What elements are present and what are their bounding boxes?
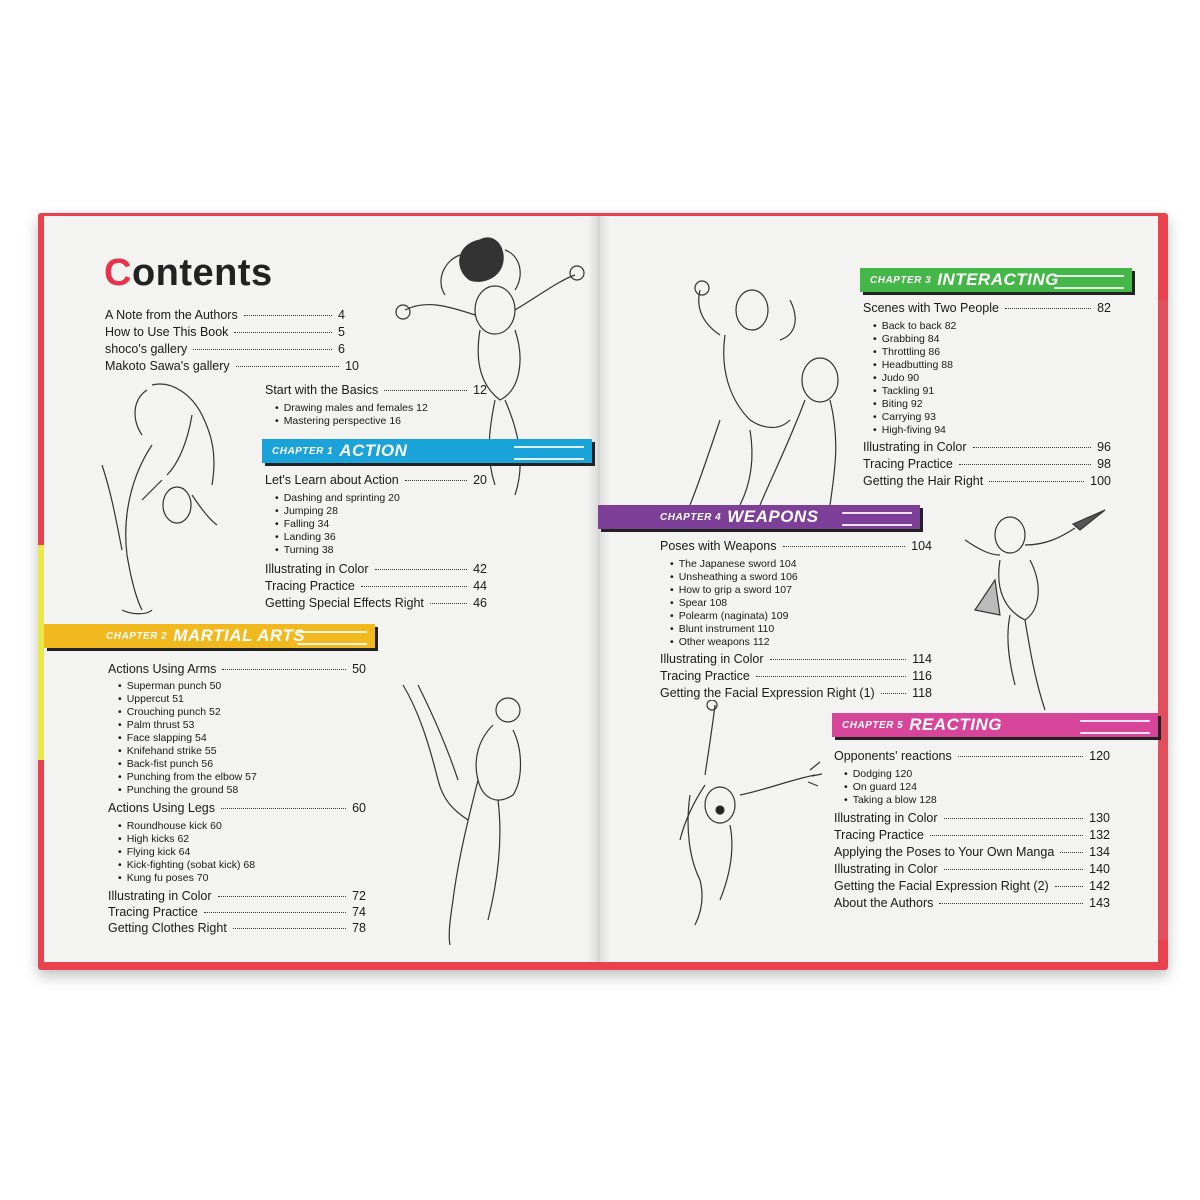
toc-entry-page: 130 bbox=[1089, 811, 1110, 825]
chapter-banner-4 bbox=[598, 505, 920, 529]
toc-entry-page: 72 bbox=[352, 889, 366, 903]
toc-subitem[interactable]: • Landing 36 bbox=[275, 531, 336, 543]
sketch-high-kick bbox=[398, 680, 538, 950]
toc-entry-page: 5 bbox=[338, 325, 345, 339]
toc-subitem[interactable]: • Headbutting 88 bbox=[873, 359, 953, 371]
toc-entry-label: Let's Learn about Action bbox=[265, 473, 399, 487]
toc-subitem[interactable]: • Throttling 86 bbox=[873, 346, 940, 358]
toc-entry-page: 46 bbox=[473, 596, 487, 610]
toc-subitem[interactable]: • High-fiving 94 bbox=[873, 424, 946, 436]
toc-entry-page: 60 bbox=[352, 801, 366, 815]
toc-entry[interactable] bbox=[105, 342, 345, 356]
toc-entry[interactable] bbox=[834, 828, 1110, 842]
toc-entry-page: 116 bbox=[912, 669, 932, 683]
toc-subitem[interactable]: • Other weapons 112 bbox=[670, 636, 770, 648]
leader-dots bbox=[193, 349, 332, 350]
toc-entry[interactable] bbox=[108, 801, 366, 815]
toc-entry[interactable] bbox=[265, 596, 487, 610]
toc-subitem[interactable]: • Unsheathing a sword 106 bbox=[670, 571, 798, 583]
banner-stripes bbox=[842, 512, 912, 526]
toc-subitem[interactable]: • Palm thrust 53 bbox=[118, 719, 194, 731]
toc-entry-label: Tracing Practice bbox=[834, 828, 924, 842]
chapter-banner-5 bbox=[832, 713, 1158, 737]
toc-entry-label: Illustrating in Color bbox=[863, 440, 967, 454]
toc-subitem[interactable]: • Kick-fighting (sobat kick) 68 bbox=[118, 859, 255, 871]
chapter-tag: CHAPTER 3 bbox=[870, 274, 932, 286]
toc-subitem[interactable]: • Falling 34 bbox=[275, 518, 329, 530]
toc-entry[interactable] bbox=[105, 359, 359, 373]
banner-stripes bbox=[1054, 275, 1124, 289]
leader-dots bbox=[944, 818, 1084, 819]
leader-dots bbox=[989, 481, 1084, 482]
leader-dots bbox=[244, 315, 332, 316]
chapter-name: WEAPONS bbox=[727, 507, 819, 526]
toc-entry-label: Illustrating in Color bbox=[265, 562, 369, 576]
toc-subitem[interactable]: • Spear 108 bbox=[670, 597, 727, 609]
toc-entry-page: 12 bbox=[473, 383, 487, 397]
toc-entry[interactable] bbox=[863, 301, 1111, 315]
chapter-name: INTERACTING bbox=[937, 270, 1059, 289]
toc-entry[interactable] bbox=[863, 474, 1111, 488]
toc-entry[interactable] bbox=[265, 473, 487, 487]
toc-entry[interactable] bbox=[265, 383, 487, 397]
toc-subitem[interactable]: • Tackling 91 bbox=[873, 385, 934, 397]
toc-subitem[interactable]: • Flying kick 64 bbox=[118, 846, 190, 858]
toc-subitem[interactable]: • Back-fist punch 56 bbox=[118, 758, 213, 770]
chapter-banner-2 bbox=[44, 624, 375, 648]
toc-subitem[interactable]: • Face slapping 54 bbox=[118, 732, 207, 744]
toc-entry-page: 140 bbox=[1089, 862, 1110, 876]
toc-subitem[interactable]: • Turning 38 bbox=[275, 544, 334, 556]
title-initial: C bbox=[104, 252, 132, 294]
toc-entry[interactable] bbox=[834, 749, 1110, 763]
toc-entry-label: Getting Clothes Right bbox=[108, 921, 227, 935]
toc-subitem[interactable]: • Drawing males and females 12 bbox=[275, 402, 428, 414]
toc-entry[interactable] bbox=[660, 539, 932, 553]
toc-entry-page: 82 bbox=[1097, 301, 1111, 315]
toc-subitem[interactable]: • Kung fu poses 70 bbox=[118, 872, 208, 884]
sketch-figure-reacting bbox=[650, 700, 825, 930]
toc-entry-label: About the Authors bbox=[834, 896, 934, 910]
chapter-name: ACTION bbox=[339, 441, 408, 460]
toc-entry-page: 42 bbox=[473, 562, 487, 576]
chapter-tag: CHAPTER 2 bbox=[106, 630, 168, 642]
leader-dots bbox=[218, 896, 347, 897]
toc-entry-label: Opponents' reactions bbox=[834, 749, 952, 763]
leader-dots bbox=[361, 586, 467, 587]
toc-subitem[interactable]: • Polearm (naginata) 109 bbox=[670, 610, 788, 622]
toc-entry-label: Tracing Practice bbox=[863, 457, 953, 471]
leader-dots bbox=[939, 903, 1083, 904]
leader-dots bbox=[944, 869, 1084, 870]
leader-dots bbox=[236, 366, 339, 367]
toc-entry[interactable] bbox=[108, 905, 366, 919]
toc-entry-label: How to Use This Book bbox=[105, 325, 229, 339]
toc-entry-label: Actions Using Legs bbox=[108, 801, 216, 815]
leader-dots bbox=[405, 480, 467, 481]
toc-entry-page: 142 bbox=[1089, 879, 1110, 893]
leader-dots bbox=[1055, 886, 1083, 887]
toc-entry-page: 74 bbox=[352, 905, 366, 919]
leader-dots bbox=[958, 756, 1083, 757]
toc-subitem[interactable]: • Punching the ground 58 bbox=[118, 784, 238, 796]
toc-subitem[interactable]: • Crouching punch 52 bbox=[118, 706, 221, 718]
leader-dots bbox=[959, 464, 1091, 465]
leader-dots bbox=[222, 669, 346, 670]
toc-entry[interactable] bbox=[105, 325, 345, 339]
toc-entry-label: Makoto Sawa's gallery bbox=[105, 359, 230, 373]
toc-entry[interactable] bbox=[108, 921, 366, 935]
toc-entry-label: Start with the Basics bbox=[265, 383, 379, 397]
leader-dots bbox=[881, 693, 906, 694]
chapter-tag: CHAPTER 5 bbox=[842, 719, 904, 731]
toc-entry-page: 100 bbox=[1090, 474, 1111, 488]
toc-entry-page: 114 bbox=[912, 652, 932, 666]
toc-subitem[interactable]: • Biting 92 bbox=[873, 398, 923, 410]
leader-dots bbox=[234, 332, 332, 333]
leader-dots bbox=[783, 546, 906, 547]
toc-subitem[interactable]: • Dodging 120 bbox=[844, 768, 912, 780]
chapter-banner-3 bbox=[860, 268, 1132, 292]
toc-entry-page: 104 bbox=[911, 539, 932, 553]
toc-entry-label: Illustrating in Color bbox=[108, 889, 212, 903]
toc-entry-page: 143 bbox=[1089, 896, 1110, 910]
leader-dots bbox=[930, 835, 1083, 836]
sketch-figure-backbend bbox=[92, 375, 257, 620]
chapter-banner-1 bbox=[262, 439, 592, 463]
toc-entry-page: 6 bbox=[338, 342, 345, 356]
toc-subitem[interactable]: • Taking a blow 128 bbox=[844, 794, 937, 806]
toc-subitem[interactable]: • Roundhouse kick 60 bbox=[118, 820, 222, 832]
toc-entry[interactable] bbox=[660, 686, 932, 700]
toc-entry[interactable] bbox=[863, 440, 1111, 454]
toc-entry[interactable] bbox=[834, 862, 1110, 876]
toc-entry[interactable] bbox=[660, 652, 932, 666]
leader-dots bbox=[204, 912, 346, 913]
toc-subitem[interactable]: • On guard 124 bbox=[844, 781, 917, 793]
chapter-tag: CHAPTER 1 bbox=[272, 445, 334, 457]
toc-entry-label: Tracing Practice bbox=[108, 905, 198, 919]
toc-entry[interactable] bbox=[863, 457, 1111, 471]
toc-subitem[interactable]: • Punching from the elbow 57 bbox=[118, 771, 257, 783]
leader-dots bbox=[1005, 308, 1091, 309]
toc-entry-page: 118 bbox=[912, 686, 932, 700]
banner-stripes bbox=[297, 631, 367, 645]
toc-subitem[interactable]: • Back to back 82 bbox=[873, 320, 956, 332]
toc-entry[interactable] bbox=[105, 308, 345, 322]
toc-entry-page: 98 bbox=[1097, 457, 1111, 471]
toc-entry-label: Tracing Practice bbox=[660, 669, 750, 683]
toc-entry-label: shoco's gallery bbox=[105, 342, 188, 356]
leader-dots bbox=[973, 447, 1092, 448]
toc-entry-label: Actions Using Arms bbox=[108, 662, 217, 676]
toc-entry-page: 4 bbox=[338, 308, 345, 322]
banner-stripes bbox=[514, 446, 584, 460]
toc-subitem[interactable]: • The Japanese sword 104 bbox=[670, 558, 797, 570]
toc-entry-label: Getting the Facial Expression Right (1) bbox=[660, 686, 875, 700]
toc-subitem[interactable]: • Knifehand strike 55 bbox=[118, 745, 217, 757]
toc-entry-page: 20 bbox=[473, 473, 487, 487]
toc-entry-label: A Note from the Authors bbox=[105, 308, 238, 322]
leader-dots bbox=[221, 808, 346, 809]
leader-dots bbox=[233, 928, 346, 929]
toc-subitem[interactable]: • Carrying 93 bbox=[873, 411, 936, 423]
contents-title bbox=[104, 252, 273, 295]
toc-subitem[interactable]: • Judo 90 bbox=[873, 372, 919, 384]
toc-entry-label: Tracing Practice bbox=[265, 579, 355, 593]
toc-entry-page: 96 bbox=[1097, 440, 1111, 454]
toc-subitem[interactable]: • Grabbing 84 bbox=[873, 333, 939, 345]
leader-dots bbox=[430, 603, 467, 604]
toc-subitem[interactable]: • How to grip a sword 107 bbox=[670, 584, 792, 596]
leader-dots bbox=[756, 676, 906, 677]
toc-entry[interactable] bbox=[108, 662, 366, 676]
toc-subitem[interactable]: • Jumping 28 bbox=[275, 505, 338, 517]
title-rest: ontents bbox=[131, 252, 273, 294]
toc-entry-label: Applying the Poses to Your Own Manga bbox=[834, 845, 1055, 859]
toc-entry-page: 120 bbox=[1089, 749, 1110, 763]
toc-entry-label: Getting Special Effects Right bbox=[265, 596, 424, 610]
toc-entry-label: Illustrating in Color bbox=[660, 652, 764, 666]
toc-entry[interactable] bbox=[834, 896, 1110, 910]
toc-entry[interactable] bbox=[834, 879, 1110, 893]
toc-entry[interactable] bbox=[660, 669, 932, 683]
toc-entry-page: 134 bbox=[1089, 845, 1110, 859]
leader-dots bbox=[770, 659, 907, 660]
toc-entry[interactable] bbox=[834, 811, 1110, 825]
chapter-name: REACTING bbox=[909, 715, 1002, 734]
banner-stripes bbox=[1080, 720, 1150, 734]
toc-subitem[interactable]: • Mastering perspective 16 bbox=[275, 415, 401, 427]
toc-entry[interactable] bbox=[108, 889, 366, 903]
toc-entry[interactable] bbox=[834, 845, 1110, 859]
chapter-tag: CHAPTER 4 bbox=[660, 511, 722, 523]
toc-entry-label: Getting the Hair Right bbox=[863, 474, 984, 488]
toc-entry-page: 44 bbox=[473, 579, 487, 593]
leader-dots bbox=[384, 390, 467, 391]
toc-entry-label: Scenes with Two People bbox=[863, 301, 999, 315]
sketch-figure-with-knife bbox=[955, 500, 1125, 715]
toc-entry-page: 50 bbox=[352, 662, 366, 676]
sketch-two-people-grappling bbox=[680, 280, 860, 510]
toc-entry-page: 78 bbox=[352, 921, 366, 935]
toc-subitem[interactable]: • Uppercut 51 bbox=[118, 693, 184, 705]
leader-dots bbox=[1060, 852, 1083, 853]
page-edge-right bbox=[1158, 300, 1168, 940]
toc-entry-label: Getting the Facial Expression Right (2) bbox=[834, 879, 1049, 893]
toc-subitem[interactable]: • Superman punch 50 bbox=[118, 680, 221, 692]
toc-entry[interactable] bbox=[265, 579, 487, 593]
toc-entry-label: Poses with Weapons bbox=[660, 539, 777, 553]
chapter-name: MARTIAL ARTS bbox=[173, 626, 306, 645]
toc-entry[interactable] bbox=[265, 562, 487, 576]
toc-subitem[interactable]: • Blunt instrument 110 bbox=[670, 623, 774, 635]
toc-entry-label: Illustrating in Color bbox=[834, 862, 938, 876]
toc-entry-label: Illustrating in Color bbox=[834, 811, 938, 825]
leader-dots bbox=[375, 569, 468, 570]
toc-subitem[interactable]: • Dashing and sprinting 20 bbox=[275, 492, 400, 504]
toc-entry-page: 132 bbox=[1089, 828, 1110, 842]
toc-subitem[interactable]: • High kicks 62 bbox=[118, 833, 189, 845]
toc-entry-page: 10 bbox=[345, 359, 359, 373]
